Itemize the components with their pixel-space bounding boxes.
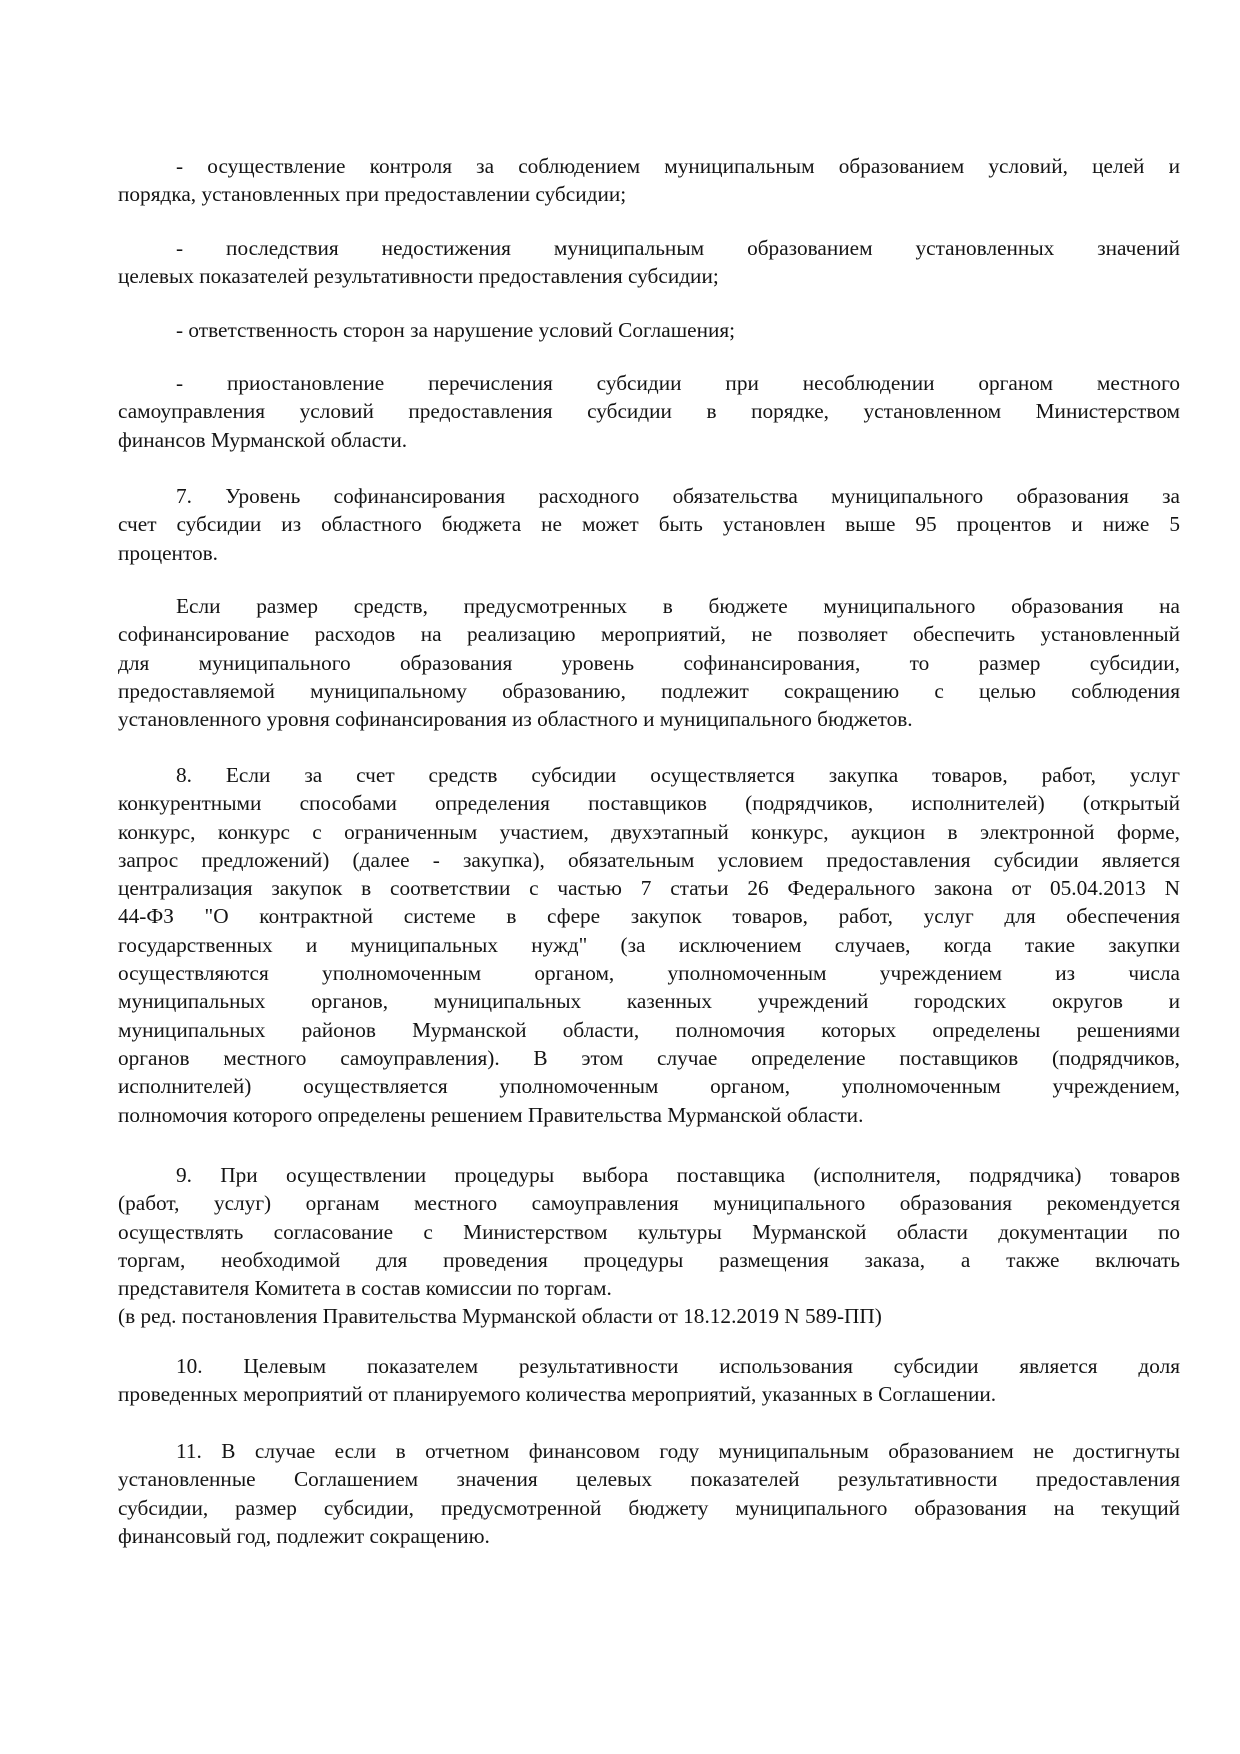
paragraph-p-responsibility <box>118 316 1180 344</box>
text-line: целевых показателей результативности предоставления субсидии; <box>118 264 719 289</box>
text-line: счет субсидии из областного бюджета не может быть установлен выше 95 процентов и ниже 5 <box>118 512 1180 537</box>
text-line: - ответственность сторон за нарушение условий Соглашения; <box>176 318 736 342</box>
text-line: проведенных мероприятий от планируемого количества мероприятий, указанных в Соглашении. <box>118 1382 997 1407</box>
text-line: установленного уровня софинансирования из областного и муниципального бюджетов. <box>118 707 913 732</box>
text-line: финансовый год, подлежит сокращению. <box>118 1523 490 1548</box>
text-line: осуществлять согласование с Министерством культуры Мурманской области документации по <box>118 1219 1180 1244</box>
text-line: торгам, необходимой для проведения процедуры размещения заказа, а также включать <box>118 1247 1180 1272</box>
paragraph-p-8 <box>118 761 1180 1129</box>
text-line: для муниципального образования уровень софинансирования, то размер субсидии, <box>118 650 1180 675</box>
text-line: муниципальных районов Мурманской области, полномочия которых определены решениями <box>118 1017 1180 1042</box>
text-line: - осуществление контроля за соблюдением муниципальным образованием условий, целей и <box>176 154 1180 178</box>
text-line: порядка, установленных при предоставлении субсидии; <box>118 182 627 207</box>
paragraph-p-7-note <box>118 592 1180 733</box>
text-line: представителя Комитета в состав комиссии по торгам. <box>118 1276 612 1301</box>
text-line: процентов. <box>118 540 218 565</box>
text-line: финансов Мурманской области. <box>118 427 408 452</box>
paragraph-p-10 <box>118 1352 1180 1409</box>
text-line: 10. Целевым показателем результативности использования субсидии является доля <box>176 1354 1180 1378</box>
text-line: 8. Если за счет средств субсидии осуществляется закупка товаров, работ, услуг <box>176 763 1180 787</box>
text-line: 11. В случае если в отчетном финансовом году муниципальным образованием не достигнуты <box>176 1439 1180 1463</box>
text-line: централизация закупок в соответствии с частью 7 статьи 26 Федерального закона от 05.04.2013 N <box>118 876 1180 901</box>
paragraph-p-7 <box>118 482 1180 567</box>
text-line: самоуправления условий предоставления субсидии в порядке, установленном Министерством <box>118 399 1180 424</box>
paragraph-p-11 <box>118 1437 1180 1550</box>
text-line: (в ред. постановления Правительства Мурманской области от 18.12.2019 N 589-ПП) <box>118 1304 882 1329</box>
paragraph-p-suspension <box>118 369 1180 454</box>
text-line: субсидии, размер субсидии, предусмотренной бюджету муниципального образования на текущий <box>118 1495 1180 1520</box>
text-line: запрос предложений) (далее - закупка), обязательным условием предоставления субсидии является <box>118 847 1180 872</box>
text-line: - последствия недостижения муниципальным образованием установленных значений <box>176 236 1180 260</box>
text-line: Если размер средств, предусмотренных в бюджете муниципального образования на <box>176 594 1180 618</box>
paragraph-p-control <box>118 152 1180 209</box>
text-line: 9. При осуществлении процедуры выбора поставщика (исполнителя, подрядчика) товаров <box>176 1163 1180 1187</box>
paragraph-p-9 <box>118 1161 1180 1331</box>
text-line: - приостановление перечисления субсидии при несоблюдении органом местного <box>176 371 1180 395</box>
text-line: 7. Уровень софинансирования расходного обязательства муниципального образования за <box>176 484 1180 508</box>
paragraph-p-consequences <box>118 234 1180 291</box>
text-line: конкурс, конкурс с ограниченным участием, двухэтапный конкурс, аукцион в электронной форме, <box>118 819 1180 844</box>
text-line: установленные Соглашением значения целевых показателей результативности предоставления <box>118 1467 1180 1492</box>
text-line: муниципальных органов, муниципальных казенных учреждений городских округов и <box>118 989 1180 1014</box>
text-line: предоставляемой муниципальному образованию, подлежит сокращению с целью соблюдения <box>118 678 1180 703</box>
text-line: осуществляются уполномоченным органом, уполномоченным учреждением из числа <box>118 961 1180 986</box>
text-line: конкурентными способами определения поставщиков (подрядчиков, исполнителей) (открытый <box>118 791 1180 816</box>
text-line: 44-ФЗ "О контрактной системе в сфере закупок товаров, работ, услуг для обеспечения <box>118 904 1180 929</box>
text-line: органов местного самоуправления). В этом случае определение поставщиков (подрядчиков, <box>118 1045 1180 1070</box>
text-line: исполнителей) осуществляется уполномоченным органом, уполномоченным учреждением, <box>118 1074 1180 1099</box>
text-line: софинансирование расходов на реализацию мероприятий, не позволяет обеспечить установленный <box>118 622 1180 647</box>
text-line: государственных и муниципальных нужд" (за исключением случаев, когда такие закупки <box>118 932 1180 957</box>
text-line: полномочия которого определены решением Правительства Мурманской области. <box>118 1102 864 1127</box>
text-line: (работ, услуг) органам местного самоуправления муниципального образования рекомендуется <box>118 1191 1180 1216</box>
